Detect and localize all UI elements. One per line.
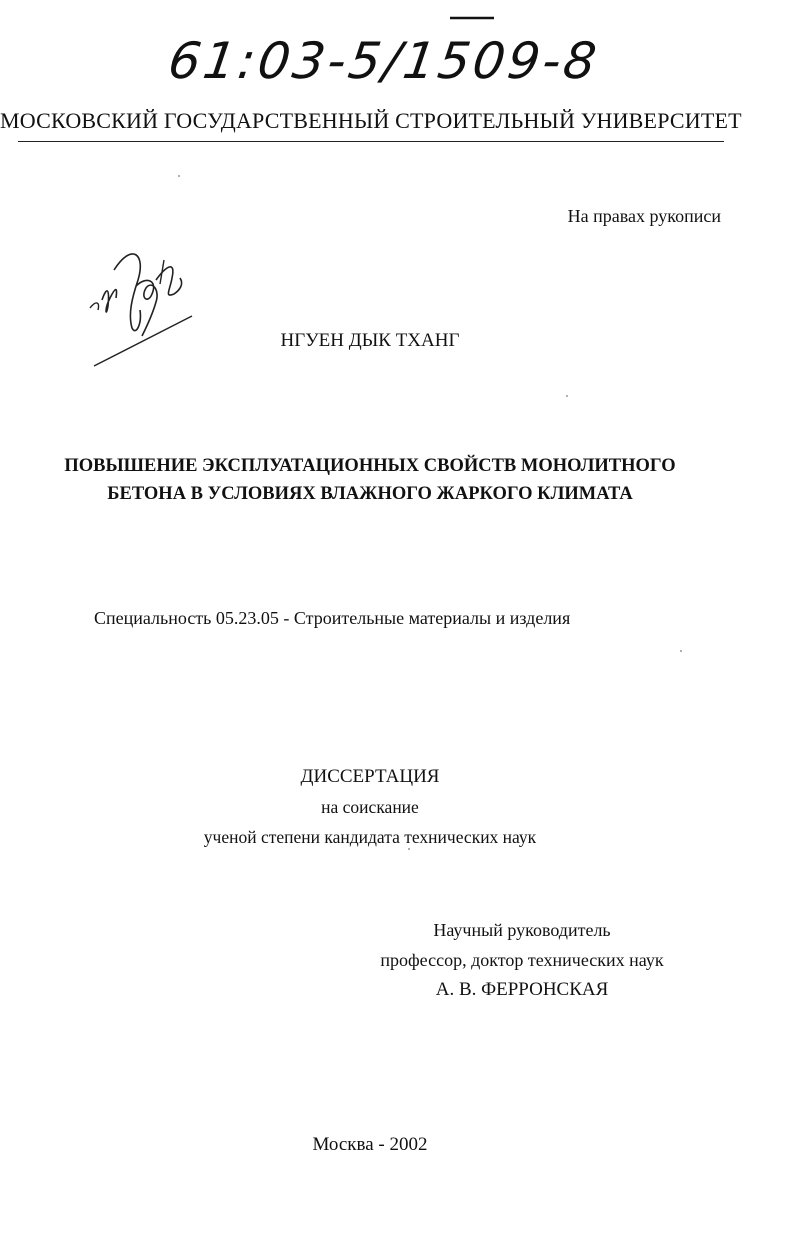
- dissertation-title: [0, 452, 740, 508]
- scan-speck: [178, 175, 180, 177]
- university-name: МОСКОВСКИЙ ГОСУДАРСТВЕННЫЙ СТРОИТЕЛЬНЫЙ УНИВЕРСИТЕТ: [0, 108, 742, 133]
- advisor-block: [352, 915, 692, 1005]
- header-divider: [18, 141, 724, 142]
- dissertation-purpose: на соискание: [321, 797, 419, 817]
- scan-speck: [680, 650, 682, 652]
- author-signature: [80, 240, 210, 372]
- advisor-name: А. В. ФЕРРОНСКАЯ: [435, 979, 609, 1000]
- rights-note: На правах рукописи: [567, 206, 721, 226]
- author-name-text: НГУЕН ДЫК ТХАНГ: [280, 330, 460, 351]
- place-and-year: Москва - 2002: [312, 1134, 428, 1155]
- scan-speck: [408, 848, 410, 850]
- dissertation-block: [0, 762, 740, 852]
- svg-text:61:03-5/1509-8: 61:03-5/1509-8: [164, 31, 603, 90]
- dissertation-heading: ДИССЕРТАЦИЯ: [300, 766, 440, 787]
- title-line-2: БЕТОНА В УСЛОВИЯХ ВЛАЖНОГО ЖАРКОГО КЛИМАТА: [107, 484, 633, 504]
- scan-speck: [566, 395, 568, 397]
- catalog-number-handwritten: [164, 10, 603, 90]
- author-name: [0, 330, 740, 352]
- title-line-1: ПОВЫШЕНИЕ ЭКСПЛУАТАЦИОННЫХ СВОЙСТВ МОНОЛИТНОГО: [64, 456, 676, 476]
- advisor-role: Научный руководитель: [433, 920, 611, 940]
- specialty-line: Специальность 05.23.05 - Строительные материалы и изделия: [94, 608, 571, 628]
- dissertation-degree: ученой степени кандидата технических наук: [203, 827, 537, 847]
- advisor-degree: профессор, доктор технических наук: [380, 950, 664, 970]
